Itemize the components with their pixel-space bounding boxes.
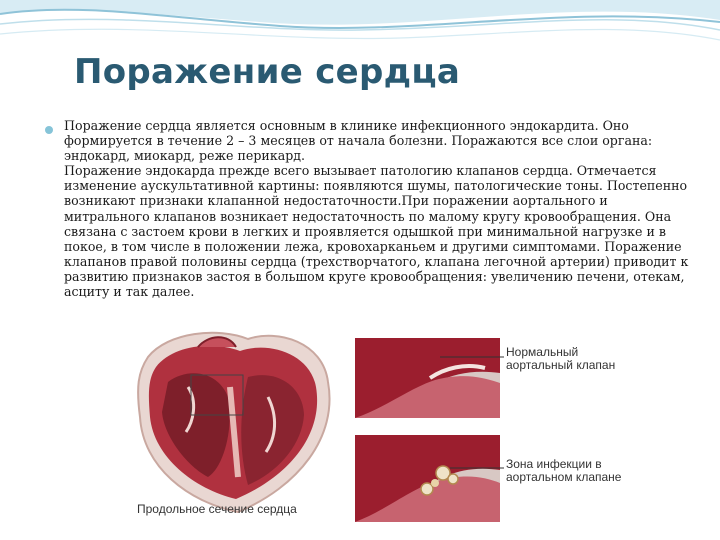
infection-zone-caption: Зона инфекции в аортальном клапане (506, 457, 622, 484)
infected-valve-illustration (355, 435, 500, 522)
paragraph-valves: Поражение эндокарда прежде всего вызывает патологию клапанов сердца. Отмечается изменение аускультативной картины: появляются шумы, патологические тоны. Постепенно возникают признаки клапанной недостаточности.При поражении аортального и митрального клапанов возникает недостаточность по малому кругу кровообращения. Она связана с застоем крови в легких и проявляется одышкой при минимальной нагрузке и в покое, в том числе в положении лежа, кровохарканьем и другими симптомами. Поражение клапанов правой половины сердца (трехстворчатого, клапана легочной артерии) приводит к развитию признаков застоя в большом круге кровообращения: увеличению печени, отекам, асциту и так далее. (64, 163, 689, 300)
slide-body (64, 118, 694, 299)
paragraph-intro: Поражение сердца является основным в клинике инфекционного эндокардита. Оно формируется в течение 2 – 3 месяцев от начала болезни. Поражаются все слои органа: эндокард, миокард, реже перикард. (64, 118, 653, 164)
normal-valve-illustration (355, 338, 500, 418)
heart-section-caption: Продольное сечение сердца (137, 502, 297, 516)
slide-title: Поражение сердца (74, 52, 461, 92)
bullet-icon (45, 126, 53, 134)
normal-valve-caption: Нормальный аортальный клапан (506, 345, 616, 372)
